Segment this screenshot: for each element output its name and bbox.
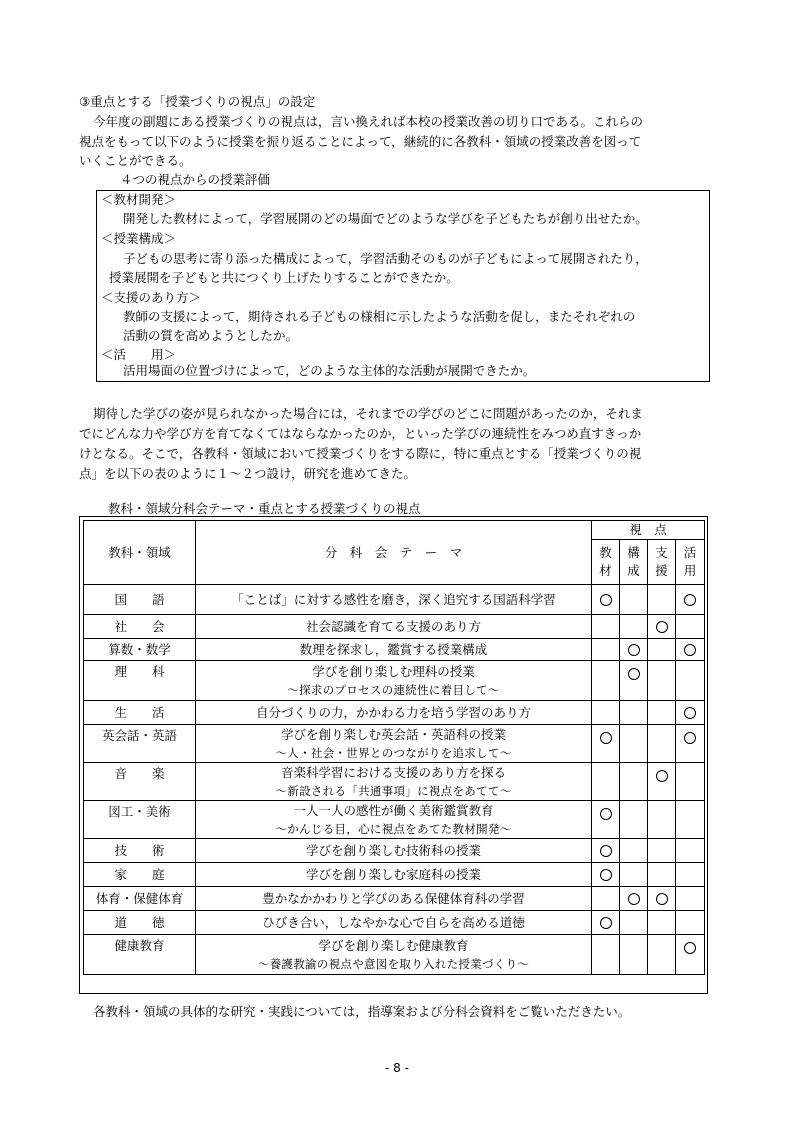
circle-mark-icon <box>628 668 640 680</box>
row-mark-cell <box>676 585 705 615</box>
row-mark-cell <box>620 661 648 701</box>
header-vp-support: 支 援 <box>648 540 676 585</box>
row-mark-cell <box>676 639 705 661</box>
header-vp-application: 活 用 <box>676 540 705 585</box>
table-row <box>84 585 705 615</box>
row-mark-cell <box>620 639 648 661</box>
box-text-structure-1: 子どもの思考に寄り添った構成によって，学習活動そのものが子どもによって展開されたり， <box>123 251 648 266</box>
row-mark-cell <box>676 887 705 911</box>
row-theme <box>196 935 592 975</box>
row-mark-cell <box>620 615 648 639</box>
table-row <box>84 639 705 661</box>
row-subject: 家 庭 <box>84 863 196 887</box>
row-mark-cell <box>592 801 620 839</box>
para2-line-3: けとなる。そこで，各教科・領域において授業づくりをする際に，特に重点とする「授業づくりの視 <box>79 446 642 461</box>
row-mark-cell <box>592 911 620 935</box>
circle-mark-icon <box>628 644 640 656</box>
row-mark-cell <box>676 763 705 801</box>
row-theme <box>196 615 592 639</box>
row-theme-sub: ～かんじる目，心に視点をあてた教材開発～ <box>275 821 512 836</box>
row-subject: 算数・数学 <box>84 639 196 661</box>
header-subject: 教科・領域 <box>84 521 196 585</box>
header-viewpoint: 視 点 <box>592 521 705 540</box>
row-mark-cell <box>676 701 705 725</box>
row-mark-cell <box>592 615 620 639</box>
row-mark-cell <box>676 911 705 935</box>
circle-mark-icon <box>656 770 668 782</box>
row-mark-cell <box>648 911 676 935</box>
row-mark-cell <box>648 863 676 887</box>
box-text-structure-2: 授業展開を子どもと共につくり上げたりすることができたか。 <box>109 270 459 285</box>
row-mark-cell <box>648 701 676 725</box>
header-vp-structure: 構 成 <box>620 540 648 585</box>
row-theme-main: 「ことば」に対する感性を磨き，深く追究する国語科学習 <box>231 591 556 607</box>
row-theme-main: 学びを創り楽しむ健康教育 <box>318 937 469 953</box>
circle-mark-icon <box>600 594 612 606</box>
table-row <box>84 615 705 639</box>
row-theme <box>196 887 592 911</box>
row-theme-main: 社会認識を育てる支援のあり方 <box>305 618 481 634</box>
row-theme <box>196 661 592 701</box>
row-mark-cell <box>648 585 676 615</box>
row-theme-main: 一人一人の感性が働く美術鑑賞教育 <box>293 802 494 818</box>
row-subject: 理 科 <box>84 661 196 701</box>
row-subject: 国 語 <box>84 585 196 615</box>
para2-line-1: 期待した学びの姿が見られなかった場合には，それまでの学びのどこに問題があったのか，それま <box>93 406 643 421</box>
row-mark-cell <box>592 661 620 701</box>
intro-line-2: 視点をもって以下のように授業を振り返ることによって，継続的に各教科・領域の授業改善を図って <box>79 134 642 149</box>
circle-mark-icon <box>656 621 668 633</box>
row-theme <box>196 763 592 801</box>
row-theme <box>196 839 592 863</box>
row-mark-cell <box>648 661 676 701</box>
box-text-support-1: 教師の支援によって，期待される子どもの様相に示したような活動を促し，またそれぞれの <box>123 309 636 324</box>
circle-mark-icon <box>684 732 696 744</box>
table-row <box>84 725 705 763</box>
row-mark-cell <box>648 801 676 839</box>
box-text-application: 活用場面の位置づけによって，どのような主体的な活動が展開できたか。 <box>123 363 536 378</box>
circle-mark-icon <box>684 707 696 719</box>
row-subject: 道 徳 <box>84 911 196 935</box>
row-mark-cell <box>676 661 705 701</box>
table-row <box>84 661 705 701</box>
row-theme <box>196 639 592 661</box>
row-subject: 技 術 <box>84 839 196 863</box>
row-mark-cell <box>620 887 648 911</box>
row-mark-cell <box>676 839 705 863</box>
row-mark-cell <box>648 763 676 801</box>
row-mark-cell <box>676 863 705 887</box>
row-mark-cell <box>648 639 676 661</box>
row-theme-main: 豊かなかかわりと学びのある保健体育科の学習 <box>262 890 525 906</box>
row-mark-cell <box>592 863 620 887</box>
intro-line-1: 今年度の副題にある授業づくりの視点は，言い換えれば本校の授業改善の切り口である。これらの <box>93 114 644 129</box>
row-mark-cell <box>620 585 648 615</box>
row-mark-cell <box>592 839 620 863</box>
row-theme-main: 音楽科学習における支援のあり方を探る <box>280 764 506 780</box>
circle-mark-icon <box>684 644 696 656</box>
intro-line-3: いくことができる。 <box>79 153 192 168</box>
circle-mark-icon <box>684 942 696 954</box>
row-mark-cell <box>592 763 620 801</box>
row-mark-cell <box>620 801 648 839</box>
row-theme <box>196 701 592 725</box>
row-mark-cell <box>620 701 648 725</box>
row-mark-cell <box>592 887 620 911</box>
row-mark-cell <box>620 863 648 887</box>
table-row <box>84 935 705 975</box>
row-theme <box>196 911 592 935</box>
row-subject: 音 楽 <box>84 763 196 801</box>
row-mark-cell <box>620 763 648 801</box>
row-theme-sub: ～養護教諭の視点や意図を取り入れた授業づくり～ <box>257 956 530 971</box>
table-caption: 教科・領域分科会テーマ・重点とする授業づくりの視点 <box>108 501 421 516</box>
page-number: - 8 - <box>385 1061 409 1075</box>
row-theme-main: 学びを創り楽しむ家庭科の授業 <box>305 866 481 882</box>
box-label-material: ＜教材開発＞ <box>101 192 177 207</box>
header-vp-material: 教 材 <box>592 540 620 585</box>
row-theme <box>196 863 592 887</box>
box-label-support: ＜支援のあり方＞ <box>101 290 202 305</box>
row-theme-sub: ～新設される「共通事項」に視点をあてて～ <box>275 783 512 798</box>
row-mark-cell <box>592 935 620 975</box>
row-mark-cell <box>648 725 676 763</box>
row-mark-cell <box>676 935 705 975</box>
box-text-support-2: 活動の質を高めようとしたか。 <box>123 328 299 343</box>
box-title: ４つの視点からの授業評価 <box>120 172 271 187</box>
row-theme <box>196 725 592 763</box>
row-theme-main: 学びを創り楽しむ英会話・英語科の授業 <box>280 726 506 742</box>
row-theme-main: 学びを創り楽しむ技術科の授業 <box>305 842 481 858</box>
row-subject: 健康教育 <box>84 935 196 975</box>
row-mark-cell <box>620 725 648 763</box>
row-mark-cell <box>648 839 676 863</box>
box-label-application: ＜活 用＞ <box>101 347 177 362</box>
table-row <box>84 839 705 863</box>
circle-mark-icon <box>600 869 612 881</box>
row-theme-main: 自分づくりの力，かかわる力を培う学習のあり方 <box>255 704 531 720</box>
row-mark-cell <box>648 615 676 639</box>
table-row <box>84 911 705 935</box>
para2-line-4: 点」を以下の表のように１～２つ設け，研究を進めてきた。 <box>79 466 417 481</box>
table-row <box>84 863 705 887</box>
table-row <box>84 763 705 801</box>
row-mark-cell <box>648 887 676 911</box>
closing-text: 各教科・領域の具体的な研究・実践については，指導案および分科会資料をご覧いただきたい。 <box>93 1004 631 1019</box>
circle-mark-icon <box>656 893 668 905</box>
circle-mark-icon <box>600 808 612 820</box>
row-subject: 図工・美術 <box>84 801 196 839</box>
table-body <box>84 585 705 975</box>
row-theme-main: ひびき合い，しなやかな心で自らを高める道徳 <box>262 914 525 930</box>
table-row <box>84 701 705 725</box>
circle-mark-icon <box>600 917 612 929</box>
row-mark-cell <box>592 585 620 615</box>
row-subject: 生 活 <box>84 701 196 725</box>
evaluation-box <box>96 190 710 382</box>
row-subject: 体育・保健体育 <box>84 887 196 911</box>
row-subject: 社 会 <box>84 615 196 639</box>
box-label-structure: ＜授業構成＞ <box>101 231 177 246</box>
circle-mark-icon <box>600 845 612 857</box>
theme-table <box>83 520 705 975</box>
row-mark-cell <box>648 935 676 975</box>
circle-mark-icon <box>628 893 640 905</box>
row-theme <box>196 585 592 615</box>
row-mark-cell <box>620 839 648 863</box>
header-theme: 分 科 会 テ ー マ <box>196 521 592 585</box>
box-text-material: 開発した教材によって，学習展開のどの場面でどのような学びを子どもたちが創り出せたか。 <box>123 211 648 226</box>
row-mark-cell <box>620 935 648 975</box>
row-mark-cell <box>676 801 705 839</box>
circle-mark-icon <box>600 732 612 744</box>
row-mark-cell <box>676 615 705 639</box>
section-heading: ③重点とする「授業づくりの視点」の設定 <box>79 94 316 109</box>
row-mark-cell <box>592 639 620 661</box>
row-mark-cell <box>620 911 648 935</box>
row-theme-sub: ～人・社会・世界とのつながりを追求して～ <box>275 745 512 760</box>
row-mark-cell <box>676 725 705 763</box>
para2-line-2: でにどんな力や学び方を育てなくてはならなかったのか，といった学びの連続性をみつめ直すきっか <box>79 426 642 441</box>
table-row <box>84 801 705 839</box>
row-theme-sub: ～探求のプロセスの連続性に着目して～ <box>287 682 500 697</box>
row-mark-cell <box>592 725 620 763</box>
table-row <box>84 887 705 911</box>
row-theme <box>196 801 592 839</box>
row-mark-cell <box>592 701 620 725</box>
row-subject: 英会話・英語 <box>84 725 196 763</box>
row-theme-main: 数理を探求し，鑑賞する授業構成 <box>299 641 488 657</box>
circle-mark-icon <box>684 594 696 606</box>
row-theme-main: 学びを創り楽しむ理科の授業 <box>312 663 475 679</box>
